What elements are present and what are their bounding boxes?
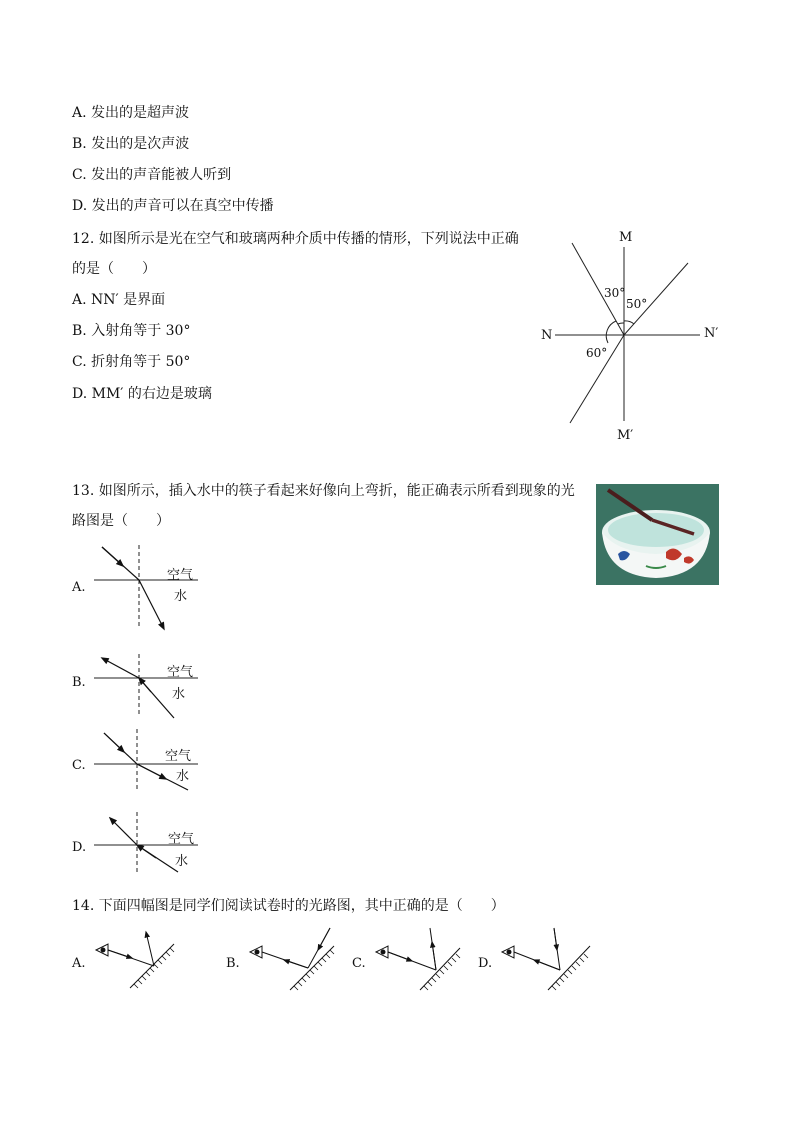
- arc-30: [618, 323, 624, 324]
- q12-stem-line1: 12. 如图所示是光在空气和玻璃两种介质中传播的情形，下列说法中正确: [72, 231, 519, 247]
- q13-d-air-label: 空气: [168, 832, 195, 847]
- q11-option-a: A. 发出的是超声波: [72, 105, 190, 121]
- mirror-hatch-b: [294, 950, 334, 990]
- q14-option-b-diagram: [246, 926, 336, 994]
- q12-option-b: B. 入射角等于 30°: [72, 323, 191, 339]
- q13-option-c-diagram: [90, 727, 210, 797]
- arc-50: [624, 321, 634, 324]
- q13-d-water-label: 水: [175, 854, 189, 869]
- q12-refraction-diagram: [530, 225, 730, 445]
- mirror-hatch-c: [424, 954, 460, 990]
- mirror-hatch-d: [552, 954, 588, 990]
- q13-c-water-label: 水: [176, 769, 190, 784]
- q13-stem-line2: 路图是（ ）: [72, 513, 170, 529]
- chopstick-in-bowl-photo: [596, 484, 719, 585]
- q12-stem-line2: 的是（ ）: [72, 261, 156, 277]
- q13-a-air-label: 空气: [167, 568, 194, 583]
- q14-option-b-label: B.: [226, 956, 240, 971]
- q14-option-c-label: C.: [352, 956, 366, 971]
- q14-option-a-label: A.: [72, 956, 86, 971]
- mirror-hatch-a: [134, 948, 174, 988]
- q14-option-d-label: D.: [478, 956, 493, 971]
- label-angle-60: 60°: [586, 346, 608, 360]
- q11-option-b: B. 发出的是次声波: [72, 136, 190, 152]
- label-n-prime: N′: [704, 326, 719, 341]
- q13-b-air-label: 空气: [167, 665, 194, 680]
- q12-option-d: D. MM′ 的右边是玻璃: [72, 386, 212, 402]
- q13-stem-line1: 13. 如图所示，插入水中的筷子看起来好像向上弯折，能正确表示所看到现象的光: [72, 483, 575, 499]
- label-angle-50: 50°: [626, 297, 648, 311]
- q11-option-d: D. 发出的声音可以在真空中传播: [72, 198, 274, 214]
- label-m-prime: M′: [617, 428, 634, 443]
- q13-c-air-label: 空气: [165, 749, 192, 764]
- q13-b-water-label: 水: [172, 687, 186, 702]
- q13-option-c-label: C.: [72, 758, 86, 773]
- q12-option-a: A. NN′ 是界面: [72, 292, 166, 308]
- label-n: N: [541, 328, 553, 343]
- q13-a-water-label: 水: [174, 589, 188, 604]
- q11-option-c: C. 发出的声音能被人听到: [72, 167, 232, 183]
- q14-option-a-diagram: [92, 930, 182, 992]
- q14-stem: 14. 下面四幅图是同学们阅读试卷时的光路图，其中正确的是（ ）: [72, 898, 505, 914]
- q13-option-a-label: A.: [72, 580, 86, 595]
- q12-option-c: C. 折射角等于 50°: [72, 354, 191, 370]
- q13-option-b-label: B.: [72, 675, 86, 690]
- label-m: M: [619, 230, 633, 245]
- q13-option-a-diagram: [90, 543, 210, 635]
- q13-option-d-label: D.: [72, 840, 87, 855]
- arc-60: [606, 321, 616, 343]
- q14-option-d-diagram: [498, 926, 594, 994]
- label-angle-30: 30°: [604, 286, 626, 300]
- q14-option-c-diagram: [372, 926, 462, 994]
